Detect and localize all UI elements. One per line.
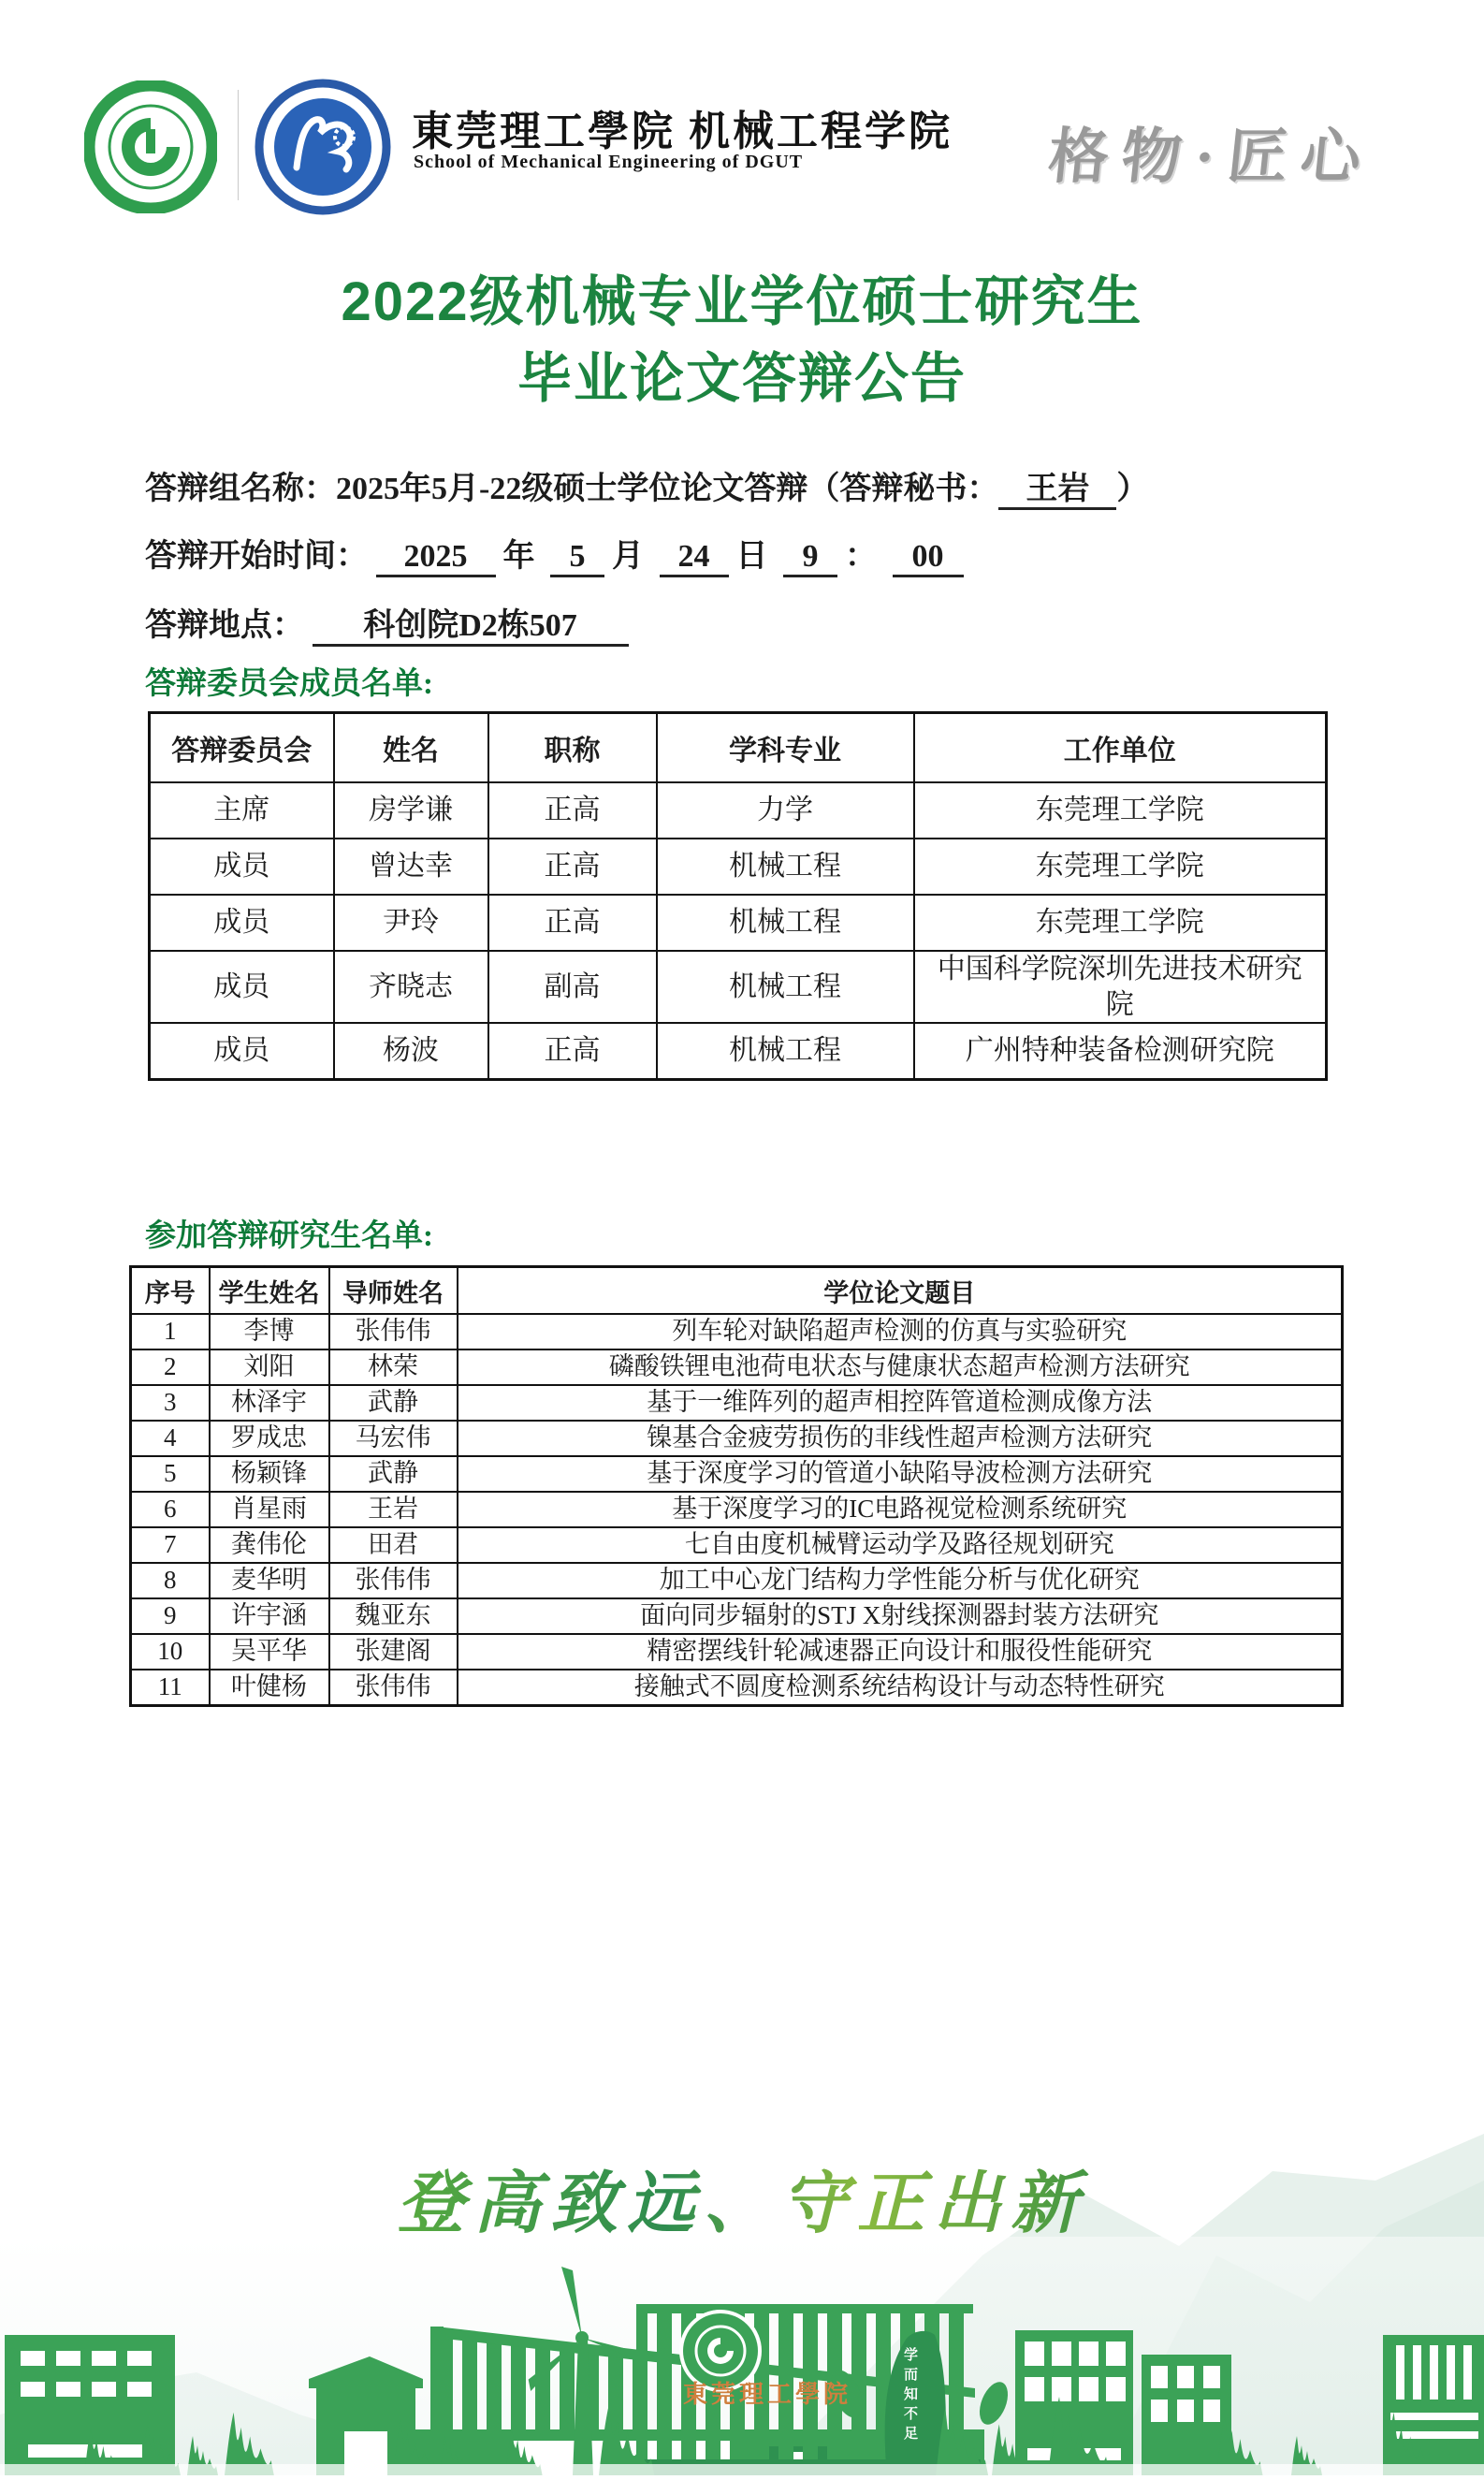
student-row [131,1385,1343,1421]
committee-col-org: 工作单位 [914,713,1327,783]
page-title [0,264,1484,418]
committee-name-cell: 尹玲 [334,895,488,951]
place-label: 答辩地点： [145,608,304,643]
students-col-advisor: 导师姓名 [329,1267,458,1315]
student-no-cell: 3 [131,1385,210,1421]
student-name-cell: 林泽宇 [210,1385,329,1421]
committee-title-cell: 正高 [488,895,657,951]
student-row [131,1527,1343,1563]
student-name-cell: 罗成忠 [210,1421,329,1456]
student-row [131,1492,1343,1527]
committee-major-cell: 机械工程 [657,1023,914,1080]
committee-col-title: 职称 [488,713,657,783]
group-label: 答辩组名称： [145,472,336,506]
student-thesis-cell: 列车轮对缺陷超声检测的仿真与实验研究 [458,1314,1343,1349]
footer-calligraphy: 登高致远、守正出新 [0,2149,1484,2246]
student-row [131,1598,1343,1634]
day-unit: 日 [735,539,768,574]
student-thesis-cell: 基于深度学习的IC电路视觉检测系统研究 [458,1492,1343,1527]
students-col-student: 学生姓名 [210,1267,329,1315]
committee-major-cell: 机械工程 [657,895,914,951]
year-unit: 年 [502,539,535,574]
student-thesis-cell: 基于一维阵列的超声相控阵管道检测成像方法 [458,1385,1343,1421]
committee-name-cell: 杨波 [334,1023,488,1080]
committee-col-name: 姓名 [334,713,488,783]
student-thesis-cell: 面向同步辐射的STJ X射线探测器封装方法研究 [458,1598,1343,1634]
student-no-cell: 9 [131,1598,210,1634]
committee-major-cell: 机械工程 [657,839,914,895]
gate-name-text: 東莞理工學院 [682,2381,851,2408]
defense-minute: 00 [893,538,964,577]
defense-place-line [145,599,629,647]
committee-row [150,782,1327,839]
student-advisor-cell: 张建阁 [329,1634,458,1670]
committee-org-cell: 东莞理工学院 [914,782,1327,839]
committee-row [150,839,1327,895]
student-row [131,1456,1343,1492]
committee-name-cell: 齐晓志 [334,951,488,1023]
committee-section-heading: 答辩委员会成员名单: [145,667,433,701]
committee-major-cell: 力学 [657,782,914,839]
student-advisor-cell: 武静 [329,1456,458,1492]
committee-title-cell: 正高 [488,839,657,895]
committee-name-cell: 曾达幸 [334,839,488,895]
committee-col-role: 答辩委员会 [150,713,334,783]
student-no-cell: 10 [131,1634,210,1670]
student-thesis-cell: 七自由度机械臂运动学及路径规划研究 [458,1527,1343,1563]
committee-org-cell: 东莞理工学院 [914,895,1327,951]
student-no-cell: 6 [131,1492,210,1527]
student-name-cell: 许宇涵 [210,1598,329,1634]
student-advisor-cell: 魏亚东 [329,1598,458,1634]
logo-divider [238,90,239,200]
student-row [131,1421,1343,1456]
committee-title-cell: 正高 [488,1023,657,1080]
shore-strip [0,2464,1484,2475]
committee-table [148,711,1325,1081]
student-name-cell: 叶健杨 [210,1670,329,1706]
student-row [131,1670,1343,1706]
student-advisor-cell: 张伟伟 [329,1563,458,1598]
committee-role-cell: 成员 [150,839,334,895]
secretary-name: 王岩 [998,471,1116,510]
student-advisor-cell: 武静 [329,1385,458,1421]
students-section-heading: 参加答辩研究生名单: [145,1219,433,1253]
committee-name-cell: 房学谦 [334,782,488,839]
committee-title-cell: 正高 [488,782,657,839]
page-title-line2: 毕业论文答辩公告 [516,348,967,410]
committee-row [150,895,1327,951]
student-row [131,1634,1343,1670]
students-col-no: 序号 [131,1267,210,1315]
student-row [131,1314,1343,1349]
defense-year: 2025 [376,538,496,577]
defense-group-line [145,462,1148,510]
school-name-en: School of Mechanical Engineering of DGUT [414,152,804,172]
defense-day: 24 [660,538,729,577]
student-name-cell: 李博 [210,1314,329,1349]
students-table [129,1265,1341,1707]
place-value: 科创院D2栋507 [313,607,629,647]
student-advisor-cell: 王岩 [329,1492,458,1527]
student-advisor-cell: 张伟伟 [329,1314,458,1349]
university-logo-icon [84,80,217,218]
college-logo-icon [255,79,391,220]
defense-time-line [145,530,964,577]
school-name-cn: 東莞理工學院 机械工程学院 [412,109,953,154]
student-thesis-cell: 基于深度学习的管道小缺陷导波检测方法研究 [458,1456,1343,1492]
student-thesis-cell: 接触式不圆度检测系统结构设计与动态特性研究 [458,1670,1343,1706]
student-thesis-cell: 加工中心龙门结构力学性能分析与优化研究 [458,1563,1343,1598]
student-name-cell: 龚伟伦 [210,1527,329,1563]
page-title-line1: 2022级机械专业学位硕士研究生 [341,271,1143,332]
student-name-cell: 刘阳 [210,1349,329,1385]
month-unit: 月 [612,539,644,574]
group-suffix: ） [1116,472,1149,506]
committee-header-row [150,713,1327,783]
time-label: 答辩开始时间： [145,539,368,574]
student-no-cell: 8 [131,1563,210,1598]
student-row [131,1349,1343,1385]
campus-skyline [0,2237,1484,2475]
student-no-cell: 11 [131,1670,210,1706]
committee-title-cell: 副高 [488,951,657,1023]
committee-row [150,951,1327,1023]
time-colon: ： [845,539,877,574]
committee-role-cell: 成员 [150,1023,334,1080]
committee-org-cell: 东莞理工学院 [914,839,1327,895]
committee-role-cell: 主席 [150,782,334,839]
student-thesis-cell: 镍基合金疲劳损伤的非线性超声检测方法研究 [458,1421,1343,1456]
student-name-cell: 肖星雨 [210,1492,329,1527]
student-name-cell: 麦华明 [210,1563,329,1598]
committee-org-cell: 中国科学院深圳先进技术研究院 [914,951,1327,1023]
student-advisor-cell: 张伟伟 [329,1670,458,1706]
student-name-cell: 吴平华 [210,1634,329,1670]
student-no-cell: 1 [131,1314,210,1349]
student-no-cell: 4 [131,1421,210,1456]
committee-role-cell: 成员 [150,895,334,951]
group-value: 2025年5月-22级硕士学位论文答辩（答辩秘书： [336,472,999,506]
committee-org-cell: 广州特种装备检测研究院 [914,1023,1327,1080]
committee-role-cell: 成员 [150,951,334,1023]
student-row [131,1563,1343,1598]
students-header-row [131,1267,1343,1315]
student-thesis-cell: 磷酸铁锂电池荷电状态与健康状态超声检测方法研究 [458,1349,1343,1385]
committee-major-cell: 机械工程 [657,951,914,1023]
stone-motto-text: 学而知不足 [902,2347,917,2445]
defense-month: 5 [550,538,604,577]
student-advisor-cell: 马宏伟 [329,1421,458,1456]
student-thesis-cell: 精密摆线针轮减速器正向设计和服役性能研究 [458,1634,1343,1670]
student-name-cell: 杨颖锋 [210,1456,329,1492]
student-advisor-cell: 林荣 [329,1349,458,1385]
student-advisor-cell: 田君 [329,1527,458,1563]
committee-row [150,1023,1327,1080]
school-motto: 格物·匠心 [1045,124,1377,190]
defense-hour: 9 [783,538,837,577]
student-no-cell: 2 [131,1349,210,1385]
committee-col-major: 学科专业 [657,713,914,783]
student-no-cell: 5 [131,1456,210,1492]
students-col-thesis: 学位论文题目 [458,1267,1343,1315]
student-no-cell: 7 [131,1527,210,1563]
